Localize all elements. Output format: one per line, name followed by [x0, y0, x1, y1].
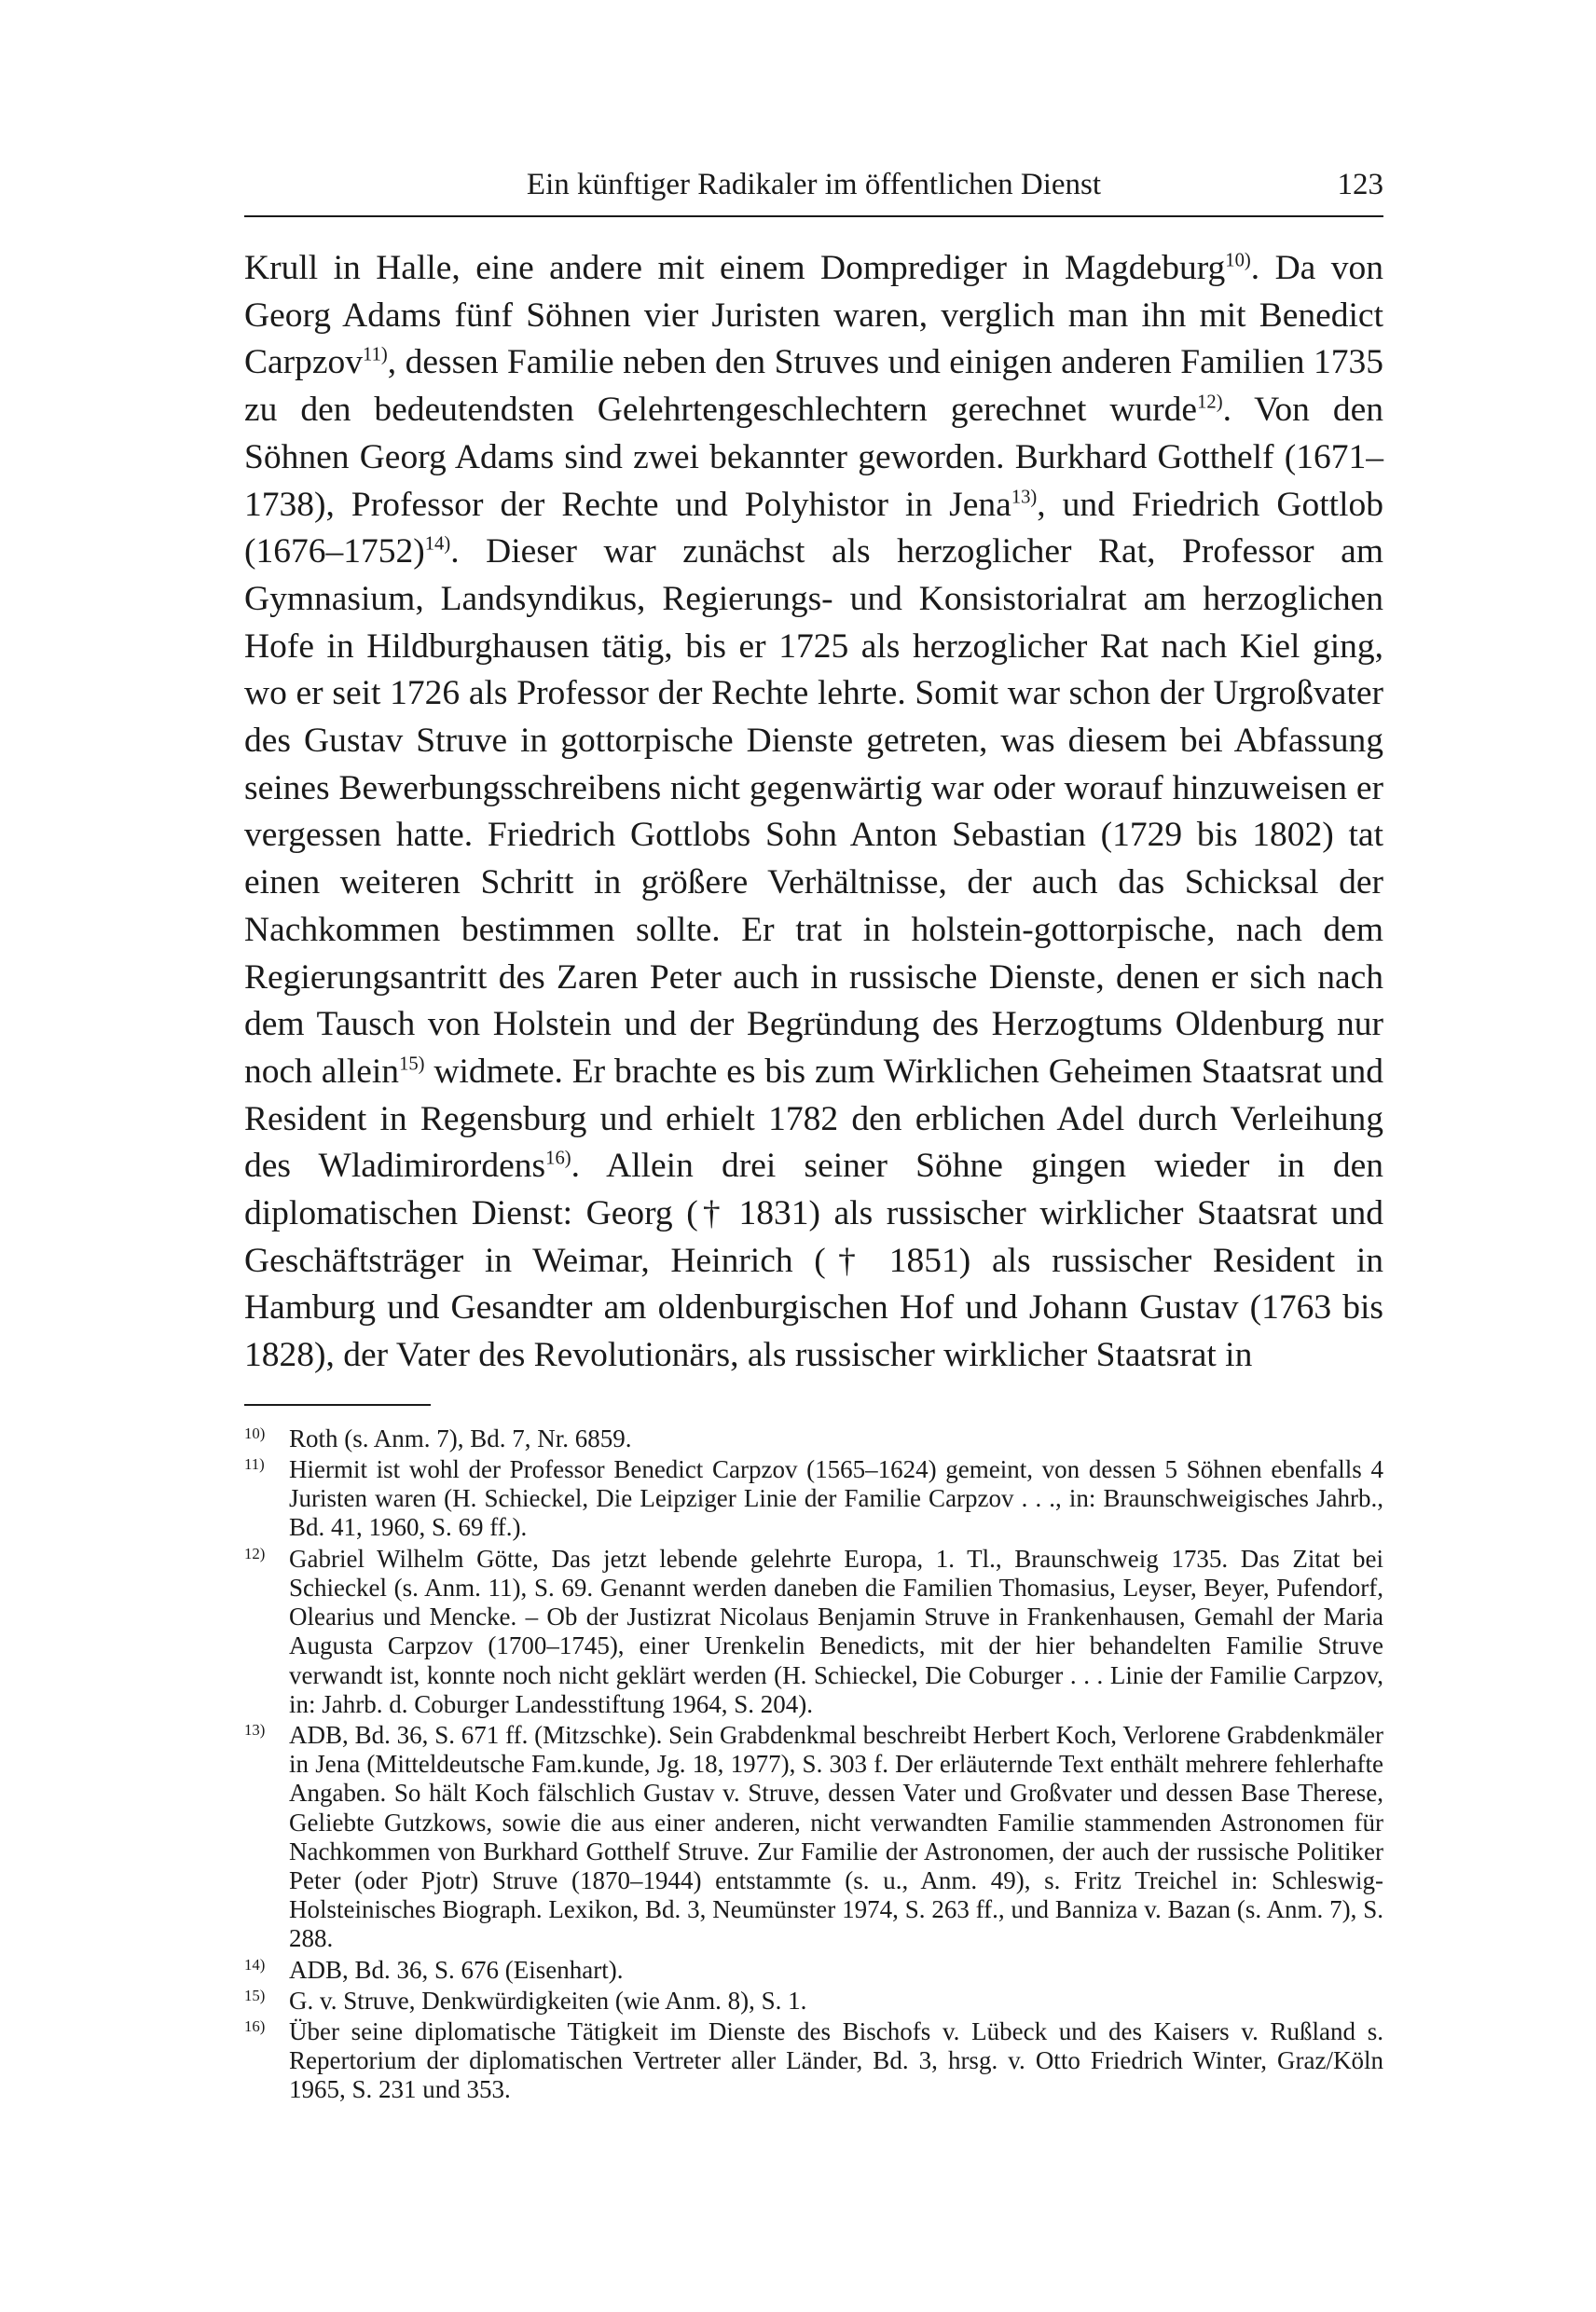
footnote-ref-10[interactable]: 10): [1225, 250, 1251, 271]
body-text-segment: . Da von Georg Adams fünf Söhnen vier Juristen waren, verglich man ihn mit Benedict Carpzov: [244, 249, 1383, 382]
footnote-ref-12[interactable]: 12): [1197, 392, 1223, 413]
footnote-mark: 16): [244, 2016, 266, 2035]
footnote-mark: 13): [244, 1720, 266, 1739]
footnote-text: G. v. Struve, Denkwürdigkeiten (wie Anm. 8), S. 1.: [289, 1986, 807, 2015]
body-paragraph: [244, 245, 1383, 1380]
footnote-mark: 11): [244, 1454, 265, 1473]
footnote-12: [244, 1545, 1383, 1719]
footnote-ref-13[interactable]: 13): [1011, 487, 1038, 508]
body-text-segment: . Dieser war zunächst als herzoglicher Rat, Professor am Gymnasium, Landsyndikus, Regierungs- und Konsistorialrat am herzoglichen Hofe in Hildburghausen tätig, bis er 1725 als herzoglicher Rat nach Kiel ging, wo er seit 1726 als Professor der Rechte lehrte. Somit war schon der Urgroßvater des Gustav Struve in gottorpische Dienste getreten, was diesem bei Abfassung seines Bewerbungsschreibens nicht gegenwärtig war oder worauf hinzuweisen er vergessen hatte. Friedrich Gottlobs Sohn Anton Sebastian (1729 bis 1802) tat einen weiteren Schritt in größere Verhältnisse, der auch das Schicksal der Nachkommen bestimmen sollte. Er trat in holstein-gottorpische, nach dem Regierungsantritt des Zaren Peter auch in russische Dienste, denen er sich nach dem Tausch von Holstein und der Begründung des Herzogtums Oldenburg nur noch allein: [244, 532, 1383, 1091]
body-text-segment: , und Friedrich Gottlob (1676–1752): [244, 485, 1383, 571]
running-title: Ein künftiger Radikaler im öffentlichen Dienst: [526, 168, 1102, 201]
footnote-mark: 15): [244, 1986, 266, 2004]
footnote-13: [244, 1721, 1383, 1954]
footnote-ref-15[interactable]: 15): [399, 1053, 425, 1075]
page-number: 123: [1337, 168, 1383, 201]
body-text-segment: . Allein drei seiner Söhne gingen wieder in den diplomatischen Dienst: Georg († 1831) als russischer wirklicher Staatsrat und Geschäftsträger in Weimar, Heinrich († 1851) als russischer Resident in Hamburg und Gesandter am oldenburgischen Hof und Johann Gustav (1763 bis 1828), der Vater des Revolutionärs, als russischer wirklicher Staatsrat in: [244, 1147, 1383, 1375]
body-text-segment: , dessen Familie neben den Struves und einigen anderen Familien 1735 zu den bedeutendsten Gelehrtengeschlechtern gerechnet wurde: [244, 343, 1383, 430]
body-text-segment: . Von den Söhnen Georg Adams sind zwei bekannter geworden. Burkhard Gotthelf (1671–1738), Professor der Rechte und Polyhistor in Jena: [244, 391, 1383, 524]
footnote-10: [244, 1424, 1383, 1453]
footnote-14: [244, 1956, 1383, 1985]
footnote-ref-11[interactable]: 11): [363, 345, 388, 365]
footnote-mark: 10): [244, 1424, 266, 1442]
footnote-ref-16[interactable]: 16): [545, 1148, 571, 1169]
running-head: [244, 168, 1383, 217]
book-page: [244, 168, 1383, 2107]
main-text: [244, 245, 1383, 1380]
footnote-11: [244, 1455, 1383, 1543]
footnote-separator: [244, 1404, 431, 1406]
footnote-mark: 12): [244, 1544, 266, 1562]
footnote-mark: 14): [244, 1955, 266, 1974]
footnote-text: Über seine diplomatische Tätigkeit im Dienste des Bischofs v. Lübeck und des Kaisers v. Rußland s. Repertorium der diplomatischen Vertreter aller Länder, Bd. 3, hrsg. v. Otto Friedrich Winter, Graz/Köln 1965, S. 231 und 353.: [289, 2016, 1383, 2104]
footnote-15: [244, 1987, 1383, 2016]
footnote-text: Gabriel Wilhelm Götte, Das jetzt lebende gelehrte Europa, 1. Tl., Braunschweig 1735. Das Zitat bei Schieckel (s. Anm. 11), S. 69. Genannt werden daneben die Familien Thomasius, Leyser, Beyer, Pufendorf, Olearius und Mencke. – Ob der Justizrat Nicolaus Benjamin Struve in Frankenhausen, Gemahl der Maria Augusta Carpzov (1700–1745), einer Urenkelin Benedicts, mit der hier behandelten Familie Struve verwandt ist, konnte noch nicht geklärt werden (H. Schieckel, Die Coburger . . . Linie der Familie Carpzov, in: Jahrb. d. Coburger Landesstiftung 1964, S. 204).: [289, 1544, 1383, 1718]
footnote-text: ADB, Bd. 36, S. 676 (Eisenhart).: [289, 1955, 624, 1984]
body-text-segment: Krull in Halle, eine andere mit einem Domprediger in Magdeburg: [244, 249, 1226, 287]
footnote-text: Roth (s. Anm. 7), Bd. 7, Nr. 6859.: [289, 1424, 632, 1452]
footnote-ref-14[interactable]: 14): [424, 533, 451, 555]
footnote-text: ADB, Bd. 36, S. 671 ff. (Mitzschke). Sein Grabdenkmal beschreibt Herbert Koch, Verlorene Grabdenkmäler in Jena (Mitteldeutsche Fam.kunde, Jg. 18, 1977), S. 303 f. Der erläuternde Text enthält mehrere fehlerhafte Angaben. So hält Koch fälschlich Gustav v. Struve, dessen Vater und Großvater und dessen Base Therese, Geliebte Gutzkows, sowie die aus einer anderen, nicht verwandten Familie stammenden Astronomen für Nachkommen von Burkhard Gotthelf Struve. Zur Familie der Astronomen, der auch der russische Politiker Peter (oder Pjotr) Struve (1870–1944) entstammte (s. u., Anm. 49), s. Fritz Treichel in: Schleswig-Holsteinisches Biograph. Lexikon, Bd. 3, Neumünster 1974, S. 263 ff., und Banniza v. Bazan (s. Anm. 7), S. 288.: [289, 1720, 1383, 1953]
footnote-text: Hiermit ist wohl der Professor Benedict Carpzov (1565–1624) gemeint, von dessen 5 Söhnen ebenfalls 4 Juristen waren (H. Schieckel, Die Leipziger Linie der Familie Carpzov . . ., in: Braunschweigisches Jahrb., Bd. 41, 1960, S. 69 ff.).: [289, 1455, 1383, 1542]
footnotes: [244, 1424, 1383, 2105]
footnote-16: [244, 2017, 1383, 2105]
body-text-segment: widmete. Er brachte es bis zum Wirklichen Geheimen Staatsrat und Resident in Regensburg und erhielt 1782 den erblichen Adel durch Verleihung des Wladimirordens: [244, 1052, 1383, 1186]
